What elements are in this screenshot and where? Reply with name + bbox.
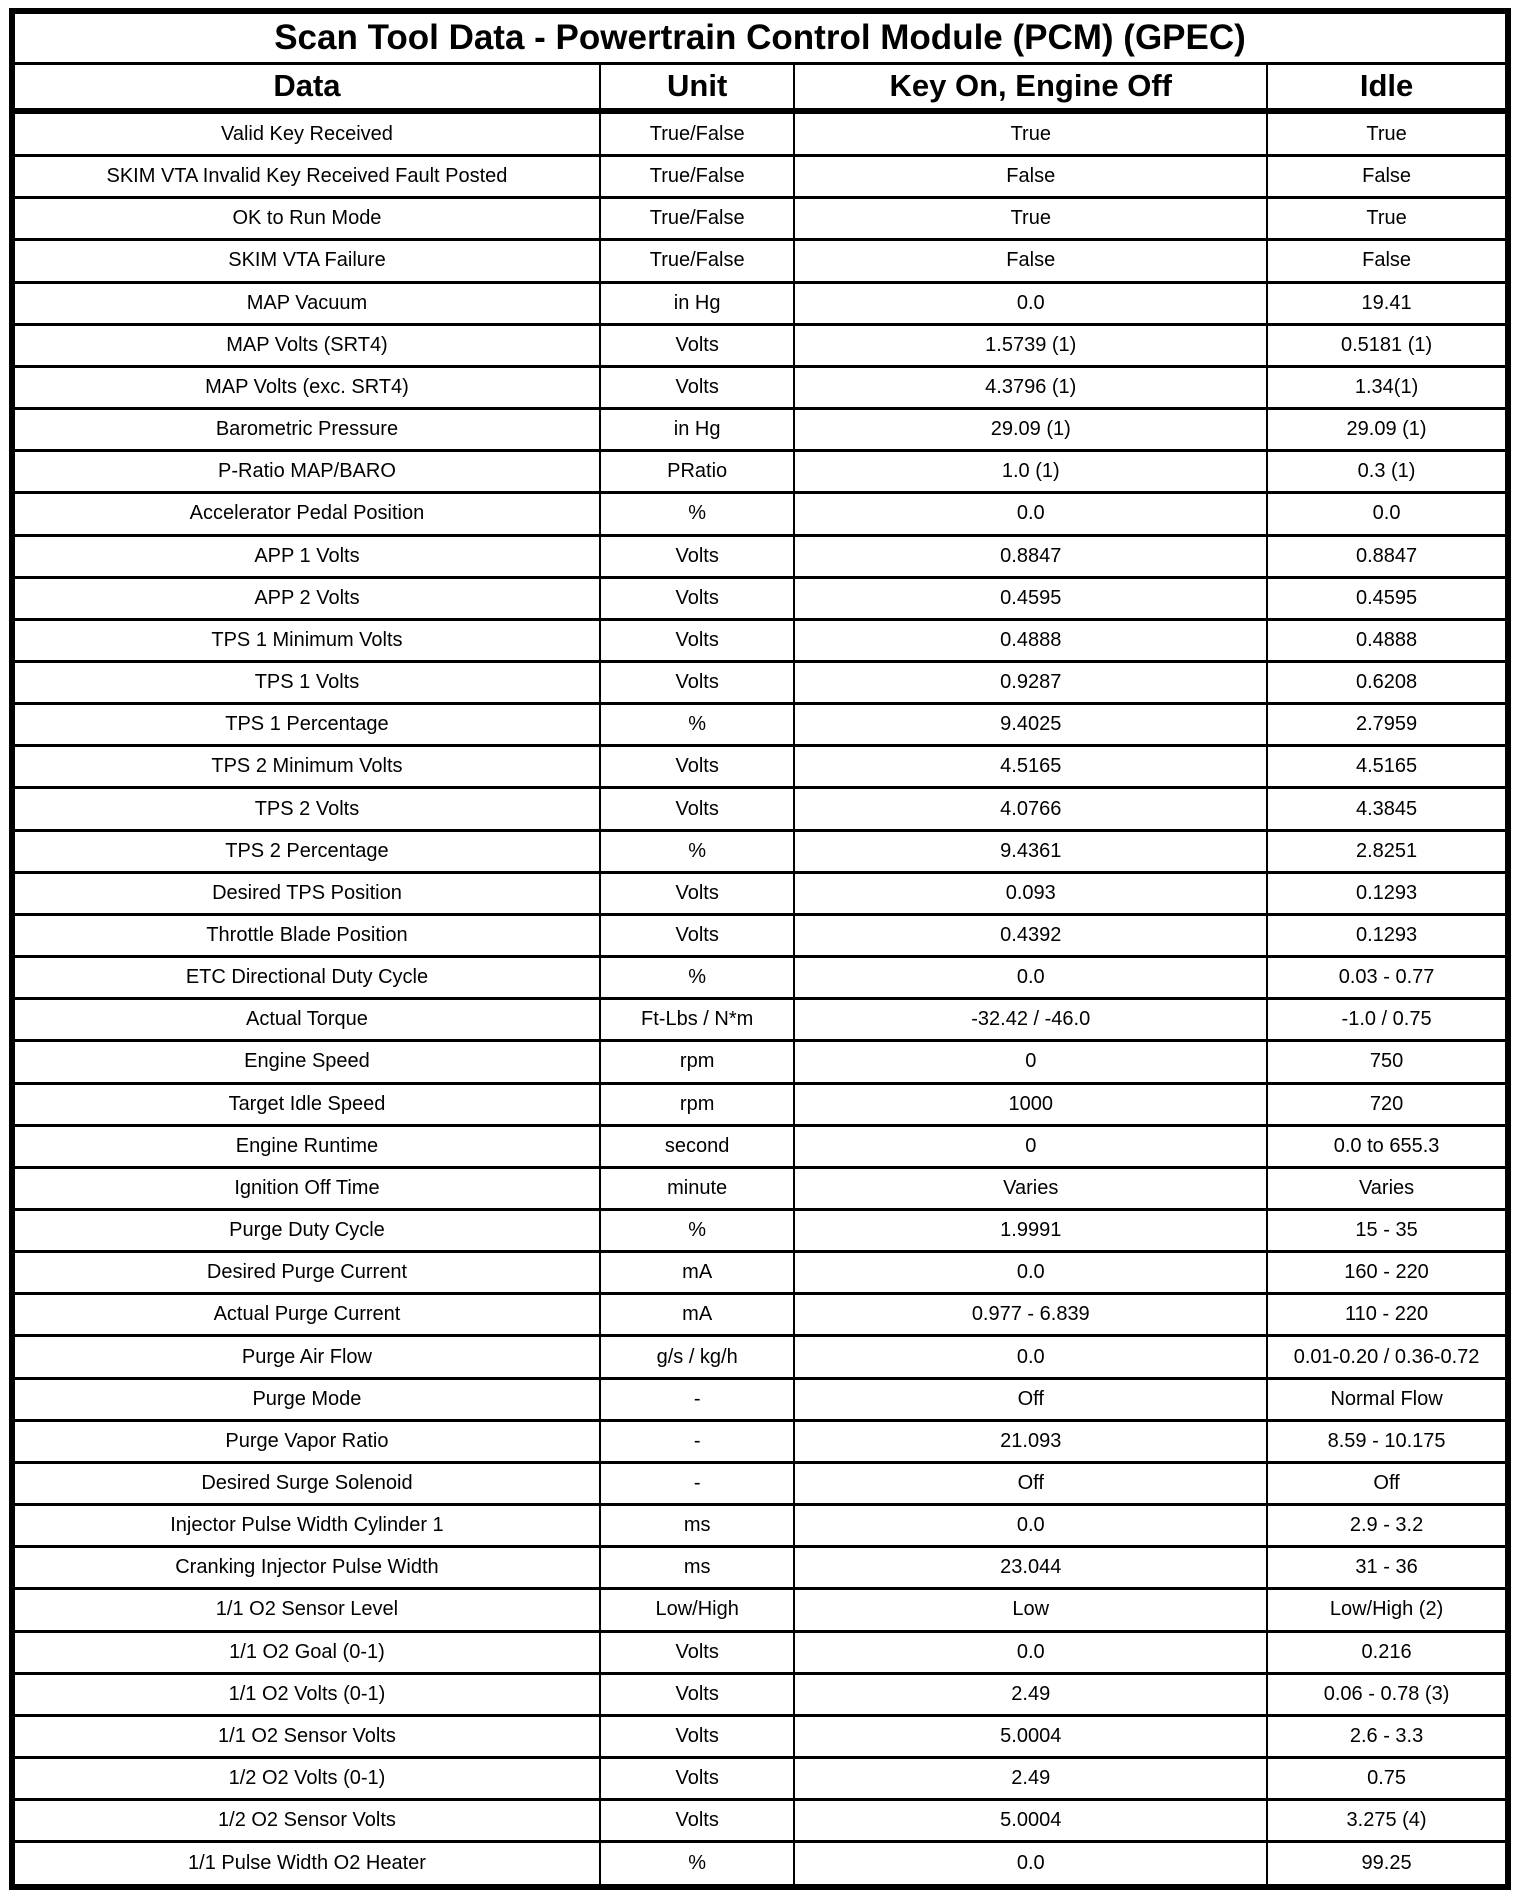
cell-unit: Volts (600, 788, 794, 830)
table-row (12, 240, 1508, 282)
cell-data-label: Barometric Pressure (12, 409, 600, 451)
cell-data-label: TPS 2 Percentage (12, 830, 600, 872)
cell-unit: - (600, 1420, 794, 1462)
table-row (12, 1167, 1508, 1209)
cell-idle: 2.8251 (1267, 830, 1508, 872)
cell-idle: False (1267, 156, 1508, 198)
cell-idle: 0.216 (1267, 1631, 1508, 1673)
cell-data-label: MAP Vacuum (12, 282, 600, 324)
cell-idle: True (1267, 111, 1508, 156)
cell-key-on-engine-off: 0.0 (794, 1252, 1267, 1294)
cell-data-label: P-Ratio MAP/BARO (12, 451, 600, 493)
table-row (12, 872, 1508, 914)
cell-idle: 8.59 - 10.175 (1267, 1420, 1508, 1462)
cell-key-on-engine-off: 4.5165 (794, 746, 1267, 788)
table-row (12, 535, 1508, 577)
cell-data-label: OK to Run Mode (12, 198, 600, 240)
cell-data-label: Throttle Blade Position (12, 914, 600, 956)
cell-data-label: 1/1 O2 Goal (0-1) (12, 1631, 600, 1673)
cell-key-on-engine-off: 29.09 (1) (794, 409, 1267, 451)
cell-data-label: Actual Purge Current (12, 1294, 600, 1336)
table-row (12, 409, 1508, 451)
cell-idle: 2.7959 (1267, 704, 1508, 746)
cell-idle: 0.01-0.20 / 0.36-0.72 (1267, 1336, 1508, 1378)
table-row (12, 282, 1508, 324)
cell-key-on-engine-off: 2.49 (794, 1758, 1267, 1800)
cell-data-label: Valid Key Received (12, 111, 600, 156)
cell-idle: Varies (1267, 1167, 1508, 1209)
cell-unit: % (600, 1842, 794, 1887)
cell-idle: 29.09 (1) (1267, 409, 1508, 451)
cell-idle: 0.1293 (1267, 872, 1508, 914)
cell-idle: 0.4595 (1267, 577, 1508, 619)
table-title: Scan Tool Data - Powertrain Control Module (PCM) (GPEC) (12, 11, 1508, 63)
table-row (12, 1378, 1508, 1420)
cell-idle: 19.41 (1267, 282, 1508, 324)
cell-unit: - (600, 1378, 794, 1420)
cell-key-on-engine-off: 5.0004 (794, 1715, 1267, 1757)
cell-idle: True (1267, 198, 1508, 240)
cell-data-label: 1/1 Pulse Width O2 Heater (12, 1842, 600, 1887)
cell-idle: False (1267, 240, 1508, 282)
cell-key-on-engine-off: 0 (794, 1041, 1267, 1083)
table-row (12, 1800, 1508, 1842)
cell-unit: Ft-Lbs / N*m (600, 999, 794, 1041)
cell-idle: 0.1293 (1267, 914, 1508, 956)
cell-idle: 0.75 (1267, 1758, 1508, 1800)
cell-key-on-engine-off: 4.3796 (1) (794, 366, 1267, 408)
cell-unit: Volts (600, 746, 794, 788)
table-row (12, 1758, 1508, 1800)
cell-data-label: TPS 1 Percentage (12, 704, 600, 746)
cell-key-on-engine-off: 9.4025 (794, 704, 1267, 746)
cell-key-on-engine-off: 0.0 (794, 1336, 1267, 1378)
cell-unit: second (600, 1125, 794, 1167)
table-row (12, 451, 1508, 493)
cell-key-on-engine-off: True (794, 198, 1267, 240)
cell-data-label: APP 2 Volts (12, 577, 600, 619)
table-row (12, 914, 1508, 956)
cell-key-on-engine-off: 1.5739 (1) (794, 324, 1267, 366)
cell-unit: Volts (600, 324, 794, 366)
cell-key-on-engine-off: 4.0766 (794, 788, 1267, 830)
table-row (12, 324, 1508, 366)
cell-idle: 31 - 36 (1267, 1547, 1508, 1589)
table-row (12, 830, 1508, 872)
cell-data-label: ETC Directional Duty Cycle (12, 957, 600, 999)
cell-key-on-engine-off: 5.0004 (794, 1800, 1267, 1842)
cell-data-label: Accelerator Pedal Position (12, 493, 600, 535)
cell-data-label: Cranking Injector Pulse Width (12, 1547, 600, 1589)
cell-idle: 0.8847 (1267, 535, 1508, 577)
table-row (12, 704, 1508, 746)
cell-key-on-engine-off: 1.9991 (794, 1210, 1267, 1252)
cell-data-label: 1/1 O2 Sensor Level (12, 1589, 600, 1631)
cell-idle: 0.4888 (1267, 619, 1508, 661)
cell-data-label: Desired TPS Position (12, 872, 600, 914)
cell-idle: 0.0 (1267, 493, 1508, 535)
cell-idle: 2.9 - 3.2 (1267, 1505, 1508, 1547)
table-row (12, 1842, 1508, 1887)
column-header-idle: Idle (1267, 63, 1508, 111)
cell-unit: ms (600, 1505, 794, 1547)
cell-unit: Volts (600, 1758, 794, 1800)
cell-idle: Low/High (2) (1267, 1589, 1508, 1631)
table-title-row (12, 11, 1508, 63)
cell-data-label: 1/1 O2 Volts (0-1) (12, 1673, 600, 1715)
cell-key-on-engine-off: 0.093 (794, 872, 1267, 914)
cell-idle: 110 - 220 (1267, 1294, 1508, 1336)
table-row (12, 746, 1508, 788)
cell-data-label: TPS 1 Volts (12, 661, 600, 703)
cell-idle: 750 (1267, 1041, 1508, 1083)
cell-idle: 0.6208 (1267, 661, 1508, 703)
table-row (12, 493, 1508, 535)
cell-key-on-engine-off: 21.093 (794, 1420, 1267, 1462)
cell-unit: rpm (600, 1041, 794, 1083)
cell-key-on-engine-off: False (794, 240, 1267, 282)
cell-data-label: TPS 2 Volts (12, 788, 600, 830)
table-row (12, 1547, 1508, 1589)
cell-idle: 15 - 35 (1267, 1210, 1508, 1252)
cell-idle: 4.5165 (1267, 746, 1508, 788)
cell-key-on-engine-off: 0 (794, 1125, 1267, 1167)
cell-key-on-engine-off: 0.0 (794, 493, 1267, 535)
cell-idle: 160 - 220 (1267, 1252, 1508, 1294)
cell-idle: 0.3 (1) (1267, 451, 1508, 493)
cell-key-on-engine-off: 0.0 (794, 1631, 1267, 1673)
table-row (12, 661, 1508, 703)
table-row (12, 1589, 1508, 1631)
cell-key-on-engine-off: True (794, 111, 1267, 156)
table-row (12, 788, 1508, 830)
cell-data-label: Desired Surge Solenoid (12, 1462, 600, 1504)
cell-idle: 4.3845 (1267, 788, 1508, 830)
cell-key-on-engine-off: 23.044 (794, 1547, 1267, 1589)
cell-idle: 99.25 (1267, 1842, 1508, 1887)
cell-key-on-engine-off: 0.0 (794, 1842, 1267, 1887)
cell-unit: Volts (600, 577, 794, 619)
cell-unit: mA (600, 1294, 794, 1336)
cell-key-on-engine-off: 0.0 (794, 282, 1267, 324)
table-row (12, 366, 1508, 408)
cell-data-label: 1/2 O2 Volts (0-1) (12, 1758, 600, 1800)
cell-data-label: Actual Torque (12, 999, 600, 1041)
cell-key-on-engine-off: False (794, 156, 1267, 198)
cell-data-label: SKIM VTA Failure (12, 240, 600, 282)
cell-key-on-engine-off: 2.49 (794, 1673, 1267, 1715)
cell-data-label: 1/1 O2 Sensor Volts (12, 1715, 600, 1757)
cell-unit: Volts (600, 872, 794, 914)
cell-idle: 0.03 - 0.77 (1267, 957, 1508, 999)
cell-key-on-engine-off: 0.9287 (794, 661, 1267, 703)
cell-unit: Low/High (600, 1589, 794, 1631)
cell-idle: 3.275 (4) (1267, 1800, 1508, 1842)
cell-unit: mA (600, 1252, 794, 1294)
column-header-unit: Unit (600, 63, 794, 111)
cell-unit: Volts (600, 914, 794, 956)
table-row (12, 1210, 1508, 1252)
cell-idle: 0.5181 (1) (1267, 324, 1508, 366)
cell-data-label: Desired Purge Current (12, 1252, 600, 1294)
cell-idle: Off (1267, 1462, 1508, 1504)
table-row (12, 1462, 1508, 1504)
table-row (12, 1505, 1508, 1547)
cell-data-label: Purge Vapor Ratio (12, 1420, 600, 1462)
table-row (12, 1715, 1508, 1757)
cell-idle: 0.0 to 655.3 (1267, 1125, 1508, 1167)
table-row (12, 999, 1508, 1041)
cell-data-label: TPS 1 Minimum Volts (12, 619, 600, 661)
cell-unit: in Hg (600, 282, 794, 324)
table-row (12, 1420, 1508, 1462)
cell-data-label: TPS 2 Minimum Volts (12, 746, 600, 788)
cell-data-label: Engine Runtime (12, 1125, 600, 1167)
cell-unit: g/s / kg/h (600, 1336, 794, 1378)
cell-data-label: 1/2 O2 Sensor Volts (12, 1800, 600, 1842)
cell-unit: True/False (600, 198, 794, 240)
cell-unit: % (600, 1210, 794, 1252)
table-row (12, 111, 1508, 156)
table-body (12, 111, 1508, 1887)
cell-data-label: Ignition Off Time (12, 1167, 600, 1209)
cell-idle: Normal Flow (1267, 1378, 1508, 1420)
cell-key-on-engine-off: 0.4888 (794, 619, 1267, 661)
cell-idle: 0.06 - 0.78 (3) (1267, 1673, 1508, 1715)
table-header-row (12, 63, 1508, 111)
cell-unit: Volts (600, 366, 794, 408)
cell-unit: Volts (600, 1673, 794, 1715)
cell-key-on-engine-off: 0.0 (794, 1505, 1267, 1547)
cell-data-label: Purge Duty Cycle (12, 1210, 600, 1252)
cell-unit: % (600, 493, 794, 535)
table-row (12, 619, 1508, 661)
cell-idle: 720 (1267, 1083, 1508, 1125)
cell-key-on-engine-off: 1.0 (1) (794, 451, 1267, 493)
table-row (12, 957, 1508, 999)
cell-unit: rpm (600, 1083, 794, 1125)
cell-key-on-engine-off: 0.8847 (794, 535, 1267, 577)
cell-key-on-engine-off: Off (794, 1378, 1267, 1420)
table-row (12, 1631, 1508, 1673)
cell-unit: Volts (600, 619, 794, 661)
cell-idle: -1.0 / 0.75 (1267, 999, 1508, 1041)
table-row (12, 156, 1508, 198)
cell-unit: True/False (600, 111, 794, 156)
cell-idle: 2.6 - 3.3 (1267, 1715, 1508, 1757)
cell-key-on-engine-off: 0.0 (794, 957, 1267, 999)
cell-key-on-engine-off: Varies (794, 1167, 1267, 1209)
cell-key-on-engine-off: -32.42 / -46.0 (794, 999, 1267, 1041)
cell-key-on-engine-off: 0.977 - 6.839 (794, 1294, 1267, 1336)
table-row (12, 1673, 1508, 1715)
cell-data-label: SKIM VTA Invalid Key Received Fault Posted (12, 156, 600, 198)
cell-data-label: Engine Speed (12, 1041, 600, 1083)
cell-unit: Volts (600, 661, 794, 703)
table-row (12, 1294, 1508, 1336)
table-row (12, 1125, 1508, 1167)
cell-unit: Volts (600, 1631, 794, 1673)
column-header-data: Data (12, 63, 600, 111)
cell-data-label: MAP Volts (exc. SRT4) (12, 366, 600, 408)
cell-unit: Volts (600, 1715, 794, 1757)
cell-unit: PRatio (600, 451, 794, 493)
table-row (12, 1336, 1508, 1378)
cell-key-on-engine-off: 0.4392 (794, 914, 1267, 956)
cell-data-label: Purge Air Flow (12, 1336, 600, 1378)
cell-data-label: APP 1 Volts (12, 535, 600, 577)
cell-unit: in Hg (600, 409, 794, 451)
cell-key-on-engine-off: Low (794, 1589, 1267, 1631)
cell-key-on-engine-off: Off (794, 1462, 1267, 1504)
table-row (12, 1252, 1508, 1294)
cell-unit: minute (600, 1167, 794, 1209)
cell-unit: True/False (600, 156, 794, 198)
column-header-key-on-engine-off: Key On, Engine Off (794, 63, 1267, 111)
cell-unit: - (600, 1462, 794, 1504)
cell-key-on-engine-off: 0.4595 (794, 577, 1267, 619)
scan-tool-data-table (9, 8, 1511, 1890)
cell-key-on-engine-off: 9.4361 (794, 830, 1267, 872)
table-row (12, 198, 1508, 240)
cell-idle: 1.34(1) (1267, 366, 1508, 408)
cell-data-label: Purge Mode (12, 1378, 600, 1420)
table-row (12, 1041, 1508, 1083)
cell-unit: % (600, 704, 794, 746)
cell-unit: True/False (600, 240, 794, 282)
table-row (12, 577, 1508, 619)
cell-data-label: MAP Volts (SRT4) (12, 324, 600, 366)
table-row (12, 1083, 1508, 1125)
cell-unit: % (600, 830, 794, 872)
cell-data-label: Target Idle Speed (12, 1083, 600, 1125)
cell-data-label: Injector Pulse Width Cylinder 1 (12, 1505, 600, 1547)
cell-unit: Volts (600, 1800, 794, 1842)
cell-key-on-engine-off: 1000 (794, 1083, 1267, 1125)
cell-unit: Volts (600, 535, 794, 577)
cell-unit: % (600, 957, 794, 999)
cell-unit: ms (600, 1547, 794, 1589)
